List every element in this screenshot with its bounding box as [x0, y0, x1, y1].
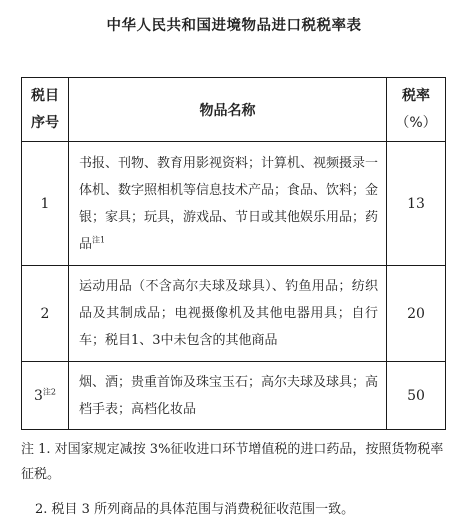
header-rate-line2: （%） — [395, 114, 437, 131]
header-rate — [387, 78, 446, 142]
footnote-2: 2. 税目 3 所列商品的具体范围与消费税征收范围一致。 — [35, 502, 355, 517]
table-row — [22, 266, 446, 362]
row-item-name: 烟、酒；贵重首饰及珠宝玉石；高尔夫球及球具；高档手表；高档化妆品 — [69, 362, 387, 430]
header-rate-line1: 税率 — [402, 87, 430, 104]
header-item-no — [22, 78, 69, 142]
header-item-name: 物品名称 — [69, 78, 387, 142]
footnote-mark: 注2 — [42, 386, 56, 396]
tax-rate-table — [21, 77, 446, 430]
row-rate: 13 — [387, 142, 446, 266]
row-rate: 50 — [387, 362, 446, 430]
footnote-mark: 注1 — [92, 235, 106, 245]
row-item-name — [69, 142, 387, 266]
header-item-no-line1: 税目 — [31, 87, 59, 104]
row-item-no: 2 — [22, 266, 69, 362]
footnotes — [21, 437, 451, 522]
table-header-row — [22, 78, 446, 142]
row-item-no: 1 — [22, 142, 69, 266]
footnote-1: 注 1. 对国家规定减按 3%征收进口环节增值税的进口药品，按照货物税率征税。 — [21, 442, 444, 482]
page-title: 中华人民共和国进境物品进口税税率表 — [106, 18, 362, 34]
row-item-name: 运动用品（不含高尔夫球及球具）、钓鱼用品；纺织品及其制成品；电视摄像机及其他电器用具；自行车；税目1、3中未包含的其他商品 — [69, 266, 387, 362]
table-row — [22, 362, 446, 430]
header-item-no-line2: 序号 — [31, 114, 59, 131]
row-item-name-text: 书报、刊物、教育用影视资料；计算机、视频摄录一体机、数字照相机等信息技术产品；食品、饮料；金银；家具；玩具，游戏品、节日或其他娱乐用品；药品 — [79, 155, 379, 252]
table-row — [22, 142, 446, 266]
row-item-no — [22, 362, 69, 430]
row-rate: 20 — [387, 266, 446, 362]
row-item-no-text: 3 — [33, 387, 43, 404]
